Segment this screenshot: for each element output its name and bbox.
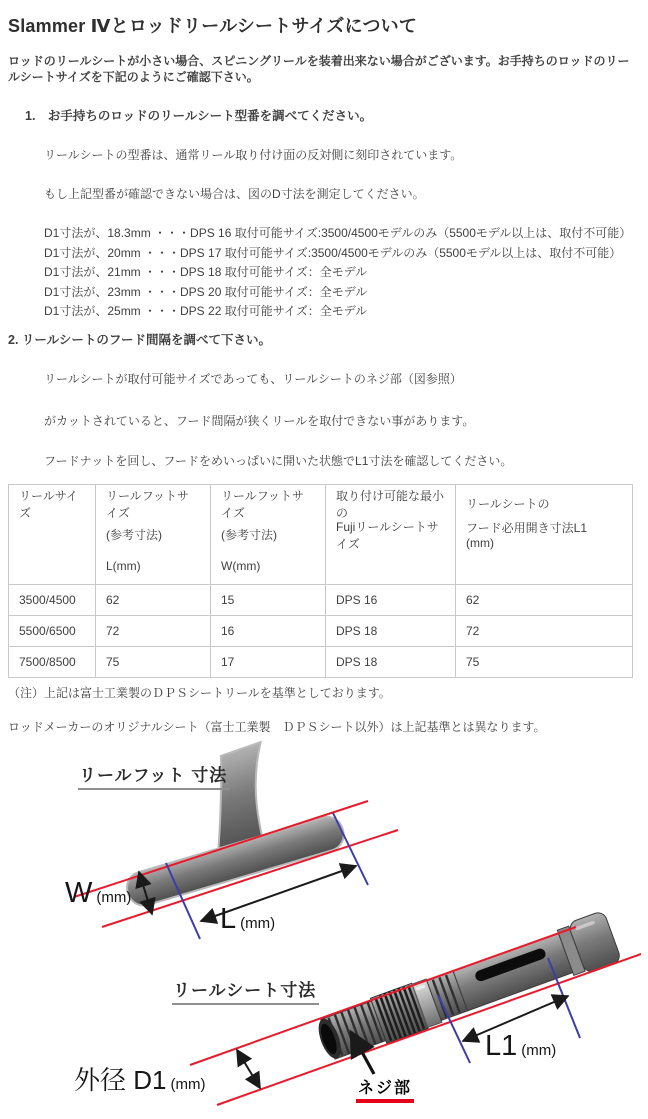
step-2-heading: 2. リールシートのフード間隔を調べて下さい。: [8, 333, 271, 348]
step-1-heading: 1. お手持ちのロッドのリールシート型番を調べてください。: [25, 109, 373, 124]
page-title: Slammer Ⅳとロッドリールシートサイズについて: [8, 16, 418, 36]
cell-foot-width: 15: [211, 585, 326, 616]
l-dimension-label: L (mm): [220, 903, 276, 936]
d1-size-line: D1寸法が、21mm ・・・DPS 18 取付可能サイズ：全モデル: [44, 265, 368, 280]
cell-hood-opening: 62: [456, 585, 633, 616]
reel-foot-figure-title: リールフット 寸法: [78, 761, 230, 790]
cell-hood-opening: 75: [456, 647, 633, 678]
table-row: [9, 585, 633, 616]
cell-foot-length: 75: [96, 647, 211, 678]
header-cell-reel-size: リールサイズ: [9, 485, 96, 585]
step-2-paragraph-2: がカットされていると、フード間隔が狭くリールを取付できない事があります。: [44, 414, 475, 429]
d1-size-line: D1寸法が、23mm ・・・DPS 20 取付可能サイズ：全モデル: [44, 284, 368, 299]
table-row: [9, 647, 633, 678]
reel-size-table: [8, 484, 633, 678]
d1-size-line: D1寸法が、25mm ・・・DPS 22 取付可能サイズ：全モデル: [44, 304, 368, 318]
screw-part-label: ネジ部: [356, 1075, 414, 1103]
d1-dimension-label: 外径 D1 (mm): [74, 1065, 206, 1096]
w-dimension-label: W (mm): [65, 877, 132, 910]
outro-text: ロッドメーカーのオリジナルシート（富士工業製 ＤＰＳシート以外）は上記基準とは異なります。: [8, 720, 546, 735]
cell-reel-size: 5500/6500: [9, 616, 96, 647]
d1-size-line: D1寸法が、18.3mm ・・・DPS 16 取付可能サイズ:3500/4500モデルのみ（5500モデル以上は、取付不可能）: [44, 226, 632, 241]
cell-foot-width: 16: [211, 616, 326, 647]
header-cell-foot-width: リールフットサイズ (参考寸法) W(mm): [211, 485, 326, 585]
table-header-row: [9, 485, 633, 585]
intro-text: ロッドのリールシートが小さい場合、スピニングリールを装着出来ない場合がございます。お手持ちのロッドのリールシートサイズを下記のようにご確認下さい。: [8, 54, 630, 85]
cell-min-seat: DPS 16: [326, 585, 456, 616]
table-note: （注）上記は富士工業製のＤＰＳシートリールを基準としております。: [8, 686, 391, 701]
l1-dimension-label: L1 (mm): [485, 1030, 557, 1063]
table-row: [9, 616, 633, 647]
reel-seat-figure-title: リールシート寸法: [172, 976, 319, 1005]
cell-min-seat: DPS 18: [326, 616, 456, 647]
step-2-paragraph-1: リールシートが取付可能サイズであっても、リールシートのネジ部（図参照）: [44, 372, 462, 387]
cell-min-seat: DPS 18: [326, 647, 456, 678]
d1-size-line: D1寸法が、20mm ・・・DPS 17 取付可能サイズ:3500/4500モデルのみ（5500モデル以上は、取付不可能）: [44, 245, 622, 260]
cell-foot-length: 72: [96, 616, 211, 647]
step-1-paragraph-1: リールシートの型番は、通常リール取り付け面の反対側に刻印されています。: [44, 148, 463, 163]
cell-reel-size: 3500/4500: [9, 585, 96, 616]
cell-foot-length: 62: [96, 585, 211, 616]
cell-reel-size: 7500/8500: [9, 647, 96, 678]
cell-hood-opening: 72: [456, 616, 633, 647]
header-cell-hood-opening: リールシートの フード必用開き寸法L1 (mm): [456, 485, 633, 585]
header-cell-min-seat: 取り付け可能な最小の Fujiリールシートサイズ: [326, 485, 456, 585]
step-2-paragraph-3: フードナットを回し、フードをめいっぱいに開いた状態でL1寸法を確認してください。: [44, 454, 513, 469]
step-1-paragraph-2: もし上記型番が確認できない場合は、図のD寸法を測定してください。: [44, 187, 425, 202]
dimension-figures: [8, 745, 648, 1119]
header-cell-foot-length: リールフットサイズ (参考寸法) L(mm): [96, 485, 211, 585]
cell-foot-width: 17: [211, 647, 326, 678]
d1-size-list: [44, 224, 632, 321]
